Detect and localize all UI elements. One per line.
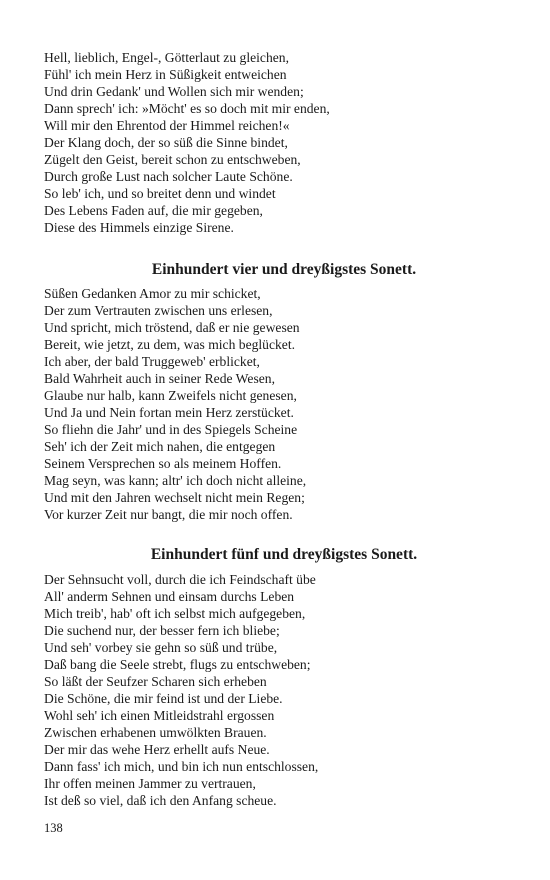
verse-line: Des Lebens Faden auf, die mir gegeben,: [44, 203, 263, 218]
verse-line: Seinem Versprechen so als meinem Hoffen.: [44, 456, 282, 471]
verse-line: Der zum Vertrauten zwischen uns erlesen,: [44, 303, 273, 318]
verse-line: Der Klang doch, der so süß die Sinne bindet,: [44, 135, 288, 150]
verse-block-continued: [44, 49, 514, 236]
verse-line: Die suchend nur, der besser fern ich bliebe;: [44, 623, 280, 638]
verse-line: Mag seyn, was kann; altr' ich doch nicht alleine,: [44, 473, 307, 488]
verse-line: So fliehn die Jahr' und in des Spiegels Scheine: [44, 422, 298, 437]
verse-line: Bereit, wie jetzt, zu dem, was mich beglücket.: [44, 337, 296, 352]
page-number: 138: [44, 821, 63, 835]
sonnet-heading: [0, 260, 550, 280]
sonnet-body: [44, 571, 514, 809]
verse-line: Wohl seh' ich einen Mitleidstrahl ergossen: [44, 708, 275, 723]
verse-line: Und Ja und Nein fortan mein Herz zerstücket.: [44, 405, 294, 420]
verse-line: Und mit den Jahren wechselt nicht mein Regen;: [44, 490, 305, 505]
verse-line: Und spricht, mich tröstend, daß er nie gewesen: [44, 320, 300, 335]
verse-line: Fühl' ich mein Herz in Süßigkeit entweichen: [44, 67, 287, 82]
verse-line: Mich treib', hab' oft ich selbst mich aufgegeben,: [44, 606, 306, 621]
sonnet-body: [44, 285, 514, 523]
sonnet-heading: [0, 545, 550, 565]
verse-line: Seh' ich der Zeit mich nahen, die entgegen: [44, 439, 276, 454]
verse-line: Und drin Gedank' und Wollen sich mir wenden;: [44, 84, 304, 99]
verse-line: Der Sehnsucht voll, durch die ich Feindschaft übe: [44, 572, 316, 587]
verse-line: So leb' ich, und so breitet denn und windet: [44, 186, 276, 201]
verse-line: Vor kurzer Zeit nur bangt, die mir noch offen.: [44, 507, 293, 522]
verse-line: Die Schöne, die mir feind ist und der Liebe.: [44, 691, 283, 706]
verse-line: Will mir den Ehrentod der Himmel reichen!«: [44, 118, 290, 133]
verse-line: Hell, lieblich, Engel-, Götterlaut zu gleichen,: [44, 50, 289, 65]
verse-line: So läßt der Seufzer Scharen sich erheben: [44, 674, 267, 689]
verse-line: Diese des Himmels einzige Sirene.: [44, 220, 234, 235]
sonnet-title: Einhundert fünf und dreyßigstes Sonett.: [150, 546, 418, 563]
verse-line: Bald Wahrheit auch in seiner Rede Wesen,: [44, 371, 275, 386]
verse-line: All' anderm Sehnen und einsam durchs Leben: [44, 589, 295, 604]
verse-line: Der mir das wehe Herz erhellt aufs Neue.: [44, 742, 270, 757]
verse-line: Süßen Gedanken Amor zu mir schicket,: [44, 286, 261, 301]
verse-line: Dann fass' ich mich, und bin ich nun entschlossen,: [44, 759, 319, 774]
verse-line: Zügelt den Geist, bereit schon zu entschweben,: [44, 152, 301, 167]
verse-line: Durch große Lust nach solcher Laute Schöne.: [44, 169, 293, 184]
verse-line: Und seh' vorbey sie gehn so süß und trübe,: [44, 640, 278, 655]
verse-line: Ist deß so viel, daß ich den Anfang scheue.: [44, 793, 277, 808]
verse-line: Dann sprech' ich: »Möcht' es so doch mit mir enden,: [44, 101, 330, 116]
verse-line: Ich aber, der bald Truggeweb' erblicket,: [44, 354, 260, 369]
verse-line: Glaube nur halb, kann Zweifels nicht genesen,: [44, 388, 297, 403]
verse-line: Daß bang die Seele strebt, flugs zu entschweben;: [44, 657, 311, 672]
sonnet-title: Einhundert vier und dreyßigstes Sonett.: [151, 261, 417, 278]
verse-line: Ihr offen meinen Jammer zu vertrauen,: [44, 776, 256, 791]
verse-line: Zwischen erhabenen umwölkten Brauen.: [44, 725, 267, 740]
